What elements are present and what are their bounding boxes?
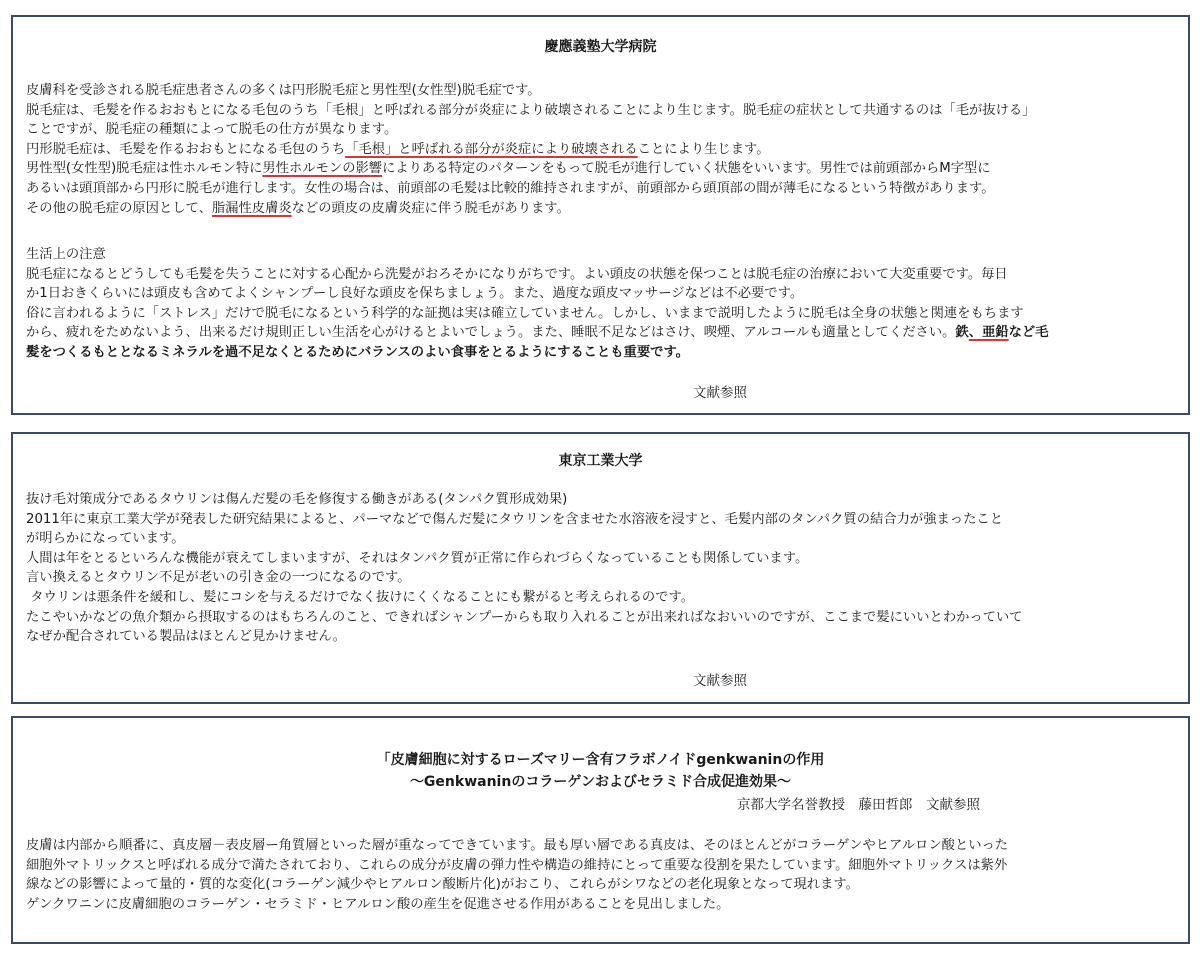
text-line: 脱毛症になるとどうしても毛髪を失うことに対する心配から洗髪がおろそかになりがちです。よい頭皮の状態を保つことは脱毛症の治療において大変重要です。毎日 <box>26 266 1008 282</box>
care-paragraph <box>26 245 1186 363</box>
text-line: 皮膚科を受診される脱毛症患者さんの多くは円形脱毛症と男性型(女性型)脱毛症です。 <box>26 83 541 98</box>
subheading: 生活上の注意 <box>26 247 106 262</box>
text-line: あるいは頭頂部から円形に脱毛が進行します。女性の場合は、前頭部の毛髪は比較的維持されますが、前頭部から頭頂部の間が薄毛になるという特徴があります。 <box>26 180 995 196</box>
text-line: ゲンクワニンに皮膚細胞のコラーゲン・セラミド・ヒアルロン酸の産生を促進させる作用があることを見出しました。 <box>26 896 730 912</box>
section-tokyo-tech <box>11 432 1190 704</box>
text-line: 2011年に東京工業大学が発表した研究結果によると、パーマなどで傷んだ髪にタウリンを含ませた水溶液を浸すと、毛髪内部のタンパク質の結合力が強まったこと <box>26 511 1003 527</box>
text-line: 髪をつくるもととなるミネラルを過不足なくとるためにバランスのよい食事をとるようにすることも重要です。 <box>26 344 689 360</box>
skin-paragraph <box>26 836 1186 914</box>
section-title: 慶應義塾大学病院 <box>544 39 657 55</box>
author-credit: 京都大学名誉教授 藤田哲郎 文献参照 <box>737 797 980 813</box>
text-line: 線などの影響によって量的・質的な変化(コラーゲン減少やヒアルロン酸断片化)がおこり、これらがシワなどの老化現象となって現れます。 <box>26 877 859 893</box>
text-line: 俗に言われるように「ストレス」だけで脱毛になるという科学的な証拠は実は確立していません。しかし、いままで説明したように脱毛は全身の状態と関連をもちます <box>26 305 1024 321</box>
intro-paragraph <box>26 81 1186 218</box>
underlined-phrase: 「毛根」と呼ばれる部分が炎症により破壊される <box>345 141 638 157</box>
text-line: か1日おきくらいには頭皮も含めてよくシャンプーし良好な頭皮を保ちましょう。また、過度な頭皮マッサージなどは不必要です。 <box>26 286 804 302</box>
text-line: 抜け毛対策成分であるタウリンは傷んだ髪の毛を修復する働きがある(タンパク質形成効果) <box>26 492 568 507</box>
section-keio-hospital <box>11 15 1190 415</box>
text-line: 脱毛症は、毛髪を作るおおもとになる毛包のうち「毛根」と呼ばれる部分が炎症により破壊されることにより生じます。脱毛症の症状として共通するのは「毛が抜ける」 <box>26 102 1036 118</box>
text-line: から、疲れをためないよう、出来るだけ規則正しい生活を心がけるとよいでしょう。また、睡眠不足などはさけ、喫煙、アルコールも適量としてください。鉄、亜鉛など毛 <box>26 325 1049 341</box>
text-line: 皮膚は内部から順番に、真皮層－表皮層ー角質層といった層が重なってできています。最も厚い層である真皮は、そのほとんどがコラーゲンやヒアルロン酸といった <box>26 838 1009 853</box>
text-line: タウリンは悪条件を緩和し、髪にコシを与えるだけでなく抜けにくくなることにも繋がると考えられるのです。 <box>26 589 695 605</box>
text-line: 円形脱毛症は、毛髪を作るおおもとになる毛包のうち「毛根」と呼ばれる部分が炎症により破壊されることにより生じます。 <box>26 141 770 157</box>
section-genkwanin <box>11 716 1190 944</box>
text-line: が明らかになっています。 <box>26 531 185 547</box>
reference-note: 文献参照 <box>693 673 747 689</box>
underlined-phrase: 、亜鉛 <box>968 325 1009 341</box>
text-line: その他の脱毛症の原因として、脂漏性皮膚炎などの頭皮の皮膚炎症に伴う脱毛があります。 <box>26 200 570 216</box>
text-line: たこやいかなどの魚介類から摂取するのはもちろんのこと、できればシャンプーからも取り入れることが出来ればなおいいのですが、ここまで髪にいいとわかっていて <box>26 609 1023 625</box>
text-line: ことですが、脱毛症の種類によって脱毛の仕方が異なります。 <box>26 122 398 138</box>
text-line: 男性型(女性型)脱毛症は性ホルモン特に男性ホルモンの影響によりある特定のパターンをもって脱毛が進行していく状態をいいます。男性では前頭部からM字型に <box>26 161 991 177</box>
underlined-phrase: 男性ホルモンの影響 <box>262 161 383 177</box>
text-line: 人間は年をとるといろんな機能が衰えてしまいますが、それはタンパク質が正常に作られづらくなっていることも関係しています。 <box>26 550 809 566</box>
text-line: 言い換えるとタウリン不足が老いの引き金の一つになるのです。 <box>26 570 411 586</box>
section-title: 東京工業大学 <box>558 453 643 469</box>
underlined-phrase: 脂漏性皮膚炎 <box>211 200 292 216</box>
reference-note: 文献参照 <box>693 385 747 401</box>
section-title: 「皮膚細胞に対するローズマリー含有フラボノイドgenkwaninの作用 <box>376 752 825 768</box>
bold-phrase: など毛 <box>1008 325 1049 341</box>
text-line: なぜか配合されている製品はほとんど見かけません。 <box>26 629 346 645</box>
bold-phrase: 鉄 <box>955 325 969 341</box>
section-subtitle: ～Genkwaninのコラーゲンおよびセラミド合成促進効果～ <box>409 774 792 790</box>
taurine-paragraph <box>26 490 1186 647</box>
text-line: 細胞外マトリックスと呼ばれる成分で満たされており、これらの成分が皮膚の弾力性や構造の維持にとって重要な役割を果たしています。細胞外マトリックスは紫外 <box>26 857 1008 873</box>
